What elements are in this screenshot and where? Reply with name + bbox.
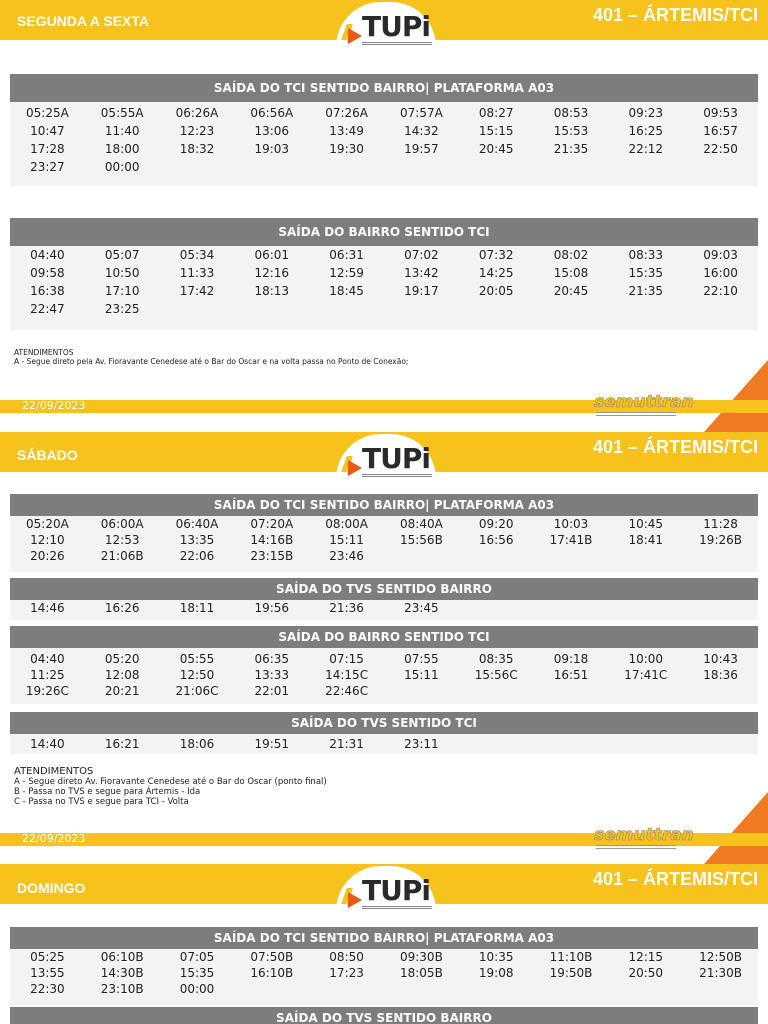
departure-time: 07:15 — [329, 652, 364, 666]
departure-time: 07:55 — [404, 652, 439, 666]
notes — [14, 348, 408, 366]
departure-time: 17:41B — [549, 533, 593, 547]
departure-time: 06:35 — [254, 652, 290, 666]
departure-time: 08:00A — [325, 517, 368, 531]
section-body — [10, 246, 758, 330]
departure-time: 14:16B — [250, 533, 294, 547]
section-header: SAÍDA DO TCI SENTIDO BAIRRO| PLATAFORMA A03 — [10, 74, 758, 102]
departure-time: 00:00 — [179, 982, 215, 996]
departure-time: 12:10 — [30, 533, 65, 547]
departure-time: 18:06 — [179, 737, 215, 751]
section-header: SAÍDA DO TVS SENTIDO BAIRRO — [10, 1007, 758, 1024]
departure-time: 19:26C — [25, 684, 69, 698]
departure-time: 11:28 — [703, 517, 738, 531]
departure-time: 12:50 — [179, 668, 215, 682]
departure-time: 12:16 — [254, 266, 290, 280]
schedule-page-sunday — [0, 864, 768, 1024]
departure-time: 05:34 — [179, 248, 215, 262]
departure-time: 07:32 — [478, 248, 514, 262]
schedule-page-weekdays — [0, 0, 768, 432]
departure-time: 19:26B — [699, 533, 742, 547]
departure-time: 21:06B — [100, 549, 144, 563]
departure-time: 21:35 — [553, 142, 589, 156]
departure-time: 07:50B — [250, 950, 294, 964]
departure-time: 08:40A — [400, 517, 443, 531]
notes-title: ATENDIMENTOS — [14, 348, 74, 357]
day-label: SÁBADO — [17, 447, 78, 463]
departure-time: 10:45 — [628, 517, 664, 531]
departure-time: 09:58 — [30, 266, 65, 280]
section-body — [10, 648, 758, 704]
departure-time: 23:46 — [329, 549, 364, 563]
departure-time: 05:55A — [100, 106, 144, 120]
schedule-page-saturday — [0, 432, 768, 864]
departure-time: 20:50 — [628, 966, 664, 980]
departure-time: 13:55 — [30, 966, 65, 980]
departure-time: 11:33 — [179, 266, 215, 280]
departure-time: 05:25A — [26, 106, 69, 120]
departure-time: 19:51 — [254, 737, 290, 751]
section-header: SAÍDA DO TCI SENTIDO BAIRRO| PLATAFORMA A03 — [10, 494, 758, 516]
departure-time: 18:05B — [399, 966, 443, 980]
departure-time: 06:00A — [100, 517, 144, 531]
departure-time: 22:06 — [179, 549, 215, 563]
departure-time: 19:03 — [254, 142, 290, 156]
departure-time: 08:35 — [478, 652, 514, 666]
departure-time: 16:00 — [703, 266, 738, 280]
departure-time: 19:08 — [478, 966, 514, 980]
departure-time: 19:50B — [549, 966, 593, 980]
day-label: SEGUNDA A SEXTA — [17, 13, 149, 29]
departure-time: 09:30B — [399, 950, 443, 964]
footer-bar — [0, 825, 768, 846]
section-body — [10, 949, 758, 1005]
departure-time: 13:06 — [254, 124, 290, 138]
departure-time: 15:11 — [329, 533, 364, 547]
departure-time: 18:45 — [329, 284, 364, 298]
note-line: C - Passa no TVS e segue para TCI - Volta — [14, 797, 189, 807]
departure-time: 19:17 — [404, 284, 439, 298]
departure-time: 10:43 — [703, 652, 738, 666]
departure-time: 09:20 — [478, 517, 514, 531]
note-line: A - Segue direto Av. Fioravante Cenedese até o Bar do Oscar (ponto final) — [14, 777, 327, 787]
departure-time: 23:25 — [104, 302, 140, 316]
departure-time: 07:26A — [325, 106, 368, 120]
departure-time: 15:35 — [179, 966, 215, 980]
section-header: SAÍDA DO BAIRRO SENTIDO TCI — [10, 218, 758, 246]
departure-time: 16:38 — [30, 284, 65, 298]
departure-time: 06:26A — [175, 106, 219, 120]
departure-time: 05:55 — [179, 652, 215, 666]
departure-time: 09:18 — [553, 652, 589, 666]
departure-time: 16:56 — [478, 533, 514, 547]
departure-time: 05:07 — [104, 248, 140, 262]
departure-time: 23:45 — [404, 601, 439, 615]
departure-time: 06:40A — [175, 517, 219, 531]
departure-time: 19:30 — [329, 142, 364, 156]
departure-time: 22:01 — [254, 684, 290, 698]
departure-time: 20:26 — [30, 549, 65, 563]
departure-time: 04:40 — [30, 248, 65, 262]
note-line: A - Segue direto pela Av. Fioravante Cenedese até o Bar do Oscar e na volta passa no Ponto de Conexão; — [14, 357, 409, 366]
logo-arrow-icon — [348, 892, 362, 908]
departure-time: 15:56C — [474, 668, 518, 682]
departure-time: 07:02 — [404, 248, 439, 262]
departure-time: 12:50B — [699, 950, 742, 964]
departure-time: 21:06C — [175, 684, 219, 698]
departure-time: 14:30B — [100, 966, 144, 980]
departure-time: 22:12 — [628, 142, 664, 156]
departure-time: 13:35 — [179, 533, 215, 547]
departure-time: 12:59 — [329, 266, 364, 280]
departure-time: 10:47 — [30, 124, 65, 138]
departure-time: 18:00 — [104, 142, 140, 156]
departure-time: 19:57 — [404, 142, 439, 156]
departure-time: 12:53 — [104, 533, 140, 547]
route-title: 401 – ÁRTEMIS/TCI — [592, 869, 758, 889]
semuttran-logo: semuttran — [592, 823, 688, 853]
logo-arrow-icon — [348, 28, 362, 44]
departure-time: 22:10 — [703, 284, 738, 298]
departure-time: 17:23 — [329, 966, 364, 980]
departure-time: 17:28 — [30, 142, 65, 156]
departure-time: 15:15 — [478, 124, 514, 138]
departure-time: 21:30B — [699, 966, 742, 980]
departure-time: 14:40 — [30, 737, 65, 751]
section-header: SAÍDA DO TVS SENTIDO BAIRRO — [10, 578, 758, 600]
departure-time: 07:20A — [250, 517, 294, 531]
notes-title: ATENDIMENTOS — [14, 766, 94, 777]
departure-time: 10:00 — [628, 652, 664, 666]
departure-time: 21:36 — [329, 601, 364, 615]
corner-decoration — [704, 360, 768, 432]
departure-time: 09:03 — [703, 248, 738, 262]
departure-time: 20:45 — [553, 284, 589, 298]
departure-time: 05:25 — [30, 950, 65, 964]
tupi-logo: TUPi — [336, 2, 436, 52]
departure-time: 15:11 — [404, 668, 439, 682]
departure-time: 16:26 — [104, 601, 140, 615]
section-body — [10, 102, 758, 186]
departure-time: 21:35 — [628, 284, 664, 298]
departure-time: 22:30 — [30, 982, 65, 996]
departure-time: 15:08 — [553, 266, 589, 280]
departure-time: 12:08 — [104, 668, 140, 682]
route-title: 401 – ÁRTEMIS/TCI — [592, 5, 758, 25]
tupi-logo: TUPi — [336, 434, 436, 484]
departure-time: 07:57A — [400, 106, 443, 120]
departure-time: 06:31 — [329, 248, 364, 262]
departure-time: 09:23 — [628, 106, 664, 120]
departure-time: 11:40 — [104, 124, 140, 138]
corner-decoration — [704, 792, 768, 864]
departure-time: 10:50 — [104, 266, 140, 280]
departure-time: 10:35 — [478, 950, 514, 964]
departure-time: 23:11 — [404, 737, 439, 751]
departure-time: 10:03 — [553, 517, 589, 531]
departure-time: 17:41C — [624, 668, 668, 682]
departure-time: 14:32 — [404, 124, 439, 138]
departure-time: 05:20A — [26, 517, 69, 531]
departure-time: 18:11 — [179, 601, 215, 615]
departure-time: 15:56B — [399, 533, 443, 547]
logo-arrow-icon — [348, 460, 362, 476]
departure-time: 14:46 — [30, 601, 65, 615]
footer-date: 22/09/2023 — [22, 832, 86, 845]
notes — [14, 766, 327, 807]
departure-time: 15:35 — [628, 266, 664, 280]
departure-time: 18:41 — [628, 533, 664, 547]
departure-time: 13:49 — [329, 124, 364, 138]
departure-time: 05:20 — [104, 652, 140, 666]
tupi-logo: TUPi — [336, 866, 436, 916]
departure-time: 08:53 — [553, 106, 589, 120]
section-body — [10, 600, 758, 620]
departure-time: 11:25 — [30, 668, 65, 682]
departure-time: 22:46C — [325, 684, 369, 698]
departure-time: 16:57 — [703, 124, 738, 138]
footer-date: 22/09/2023 — [22, 399, 86, 412]
departure-time: 16:21 — [104, 737, 140, 751]
section-body — [10, 734, 758, 754]
departure-time: 17:10 — [104, 284, 140, 298]
departure-time: 23:10B — [100, 982, 144, 996]
route-title: 401 – ÁRTEMIS/TCI — [592, 437, 758, 457]
departure-time: 23:27 — [30, 160, 65, 174]
departure-time: 20:45 — [478, 142, 514, 156]
footer-bar — [0, 392, 768, 413]
departure-time: 22:50 — [703, 142, 738, 156]
departure-time: 06:01 — [254, 248, 290, 262]
departure-time: 22:47 — [30, 302, 65, 316]
semuttran-logo: semuttran — [592, 390, 688, 420]
departure-time: 06:56A — [250, 106, 294, 120]
departure-time: 17:42 — [179, 284, 215, 298]
note-line: B - Passa no TVS e segue para Ártemis - Ida — [14, 787, 201, 797]
day-label: DOMINGO — [17, 880, 86, 896]
departure-time: 14:25 — [478, 266, 514, 280]
departure-time: 13:33 — [254, 668, 290, 682]
departure-time: 16:51 — [553, 668, 589, 682]
departure-time: 04:40 — [30, 652, 65, 666]
departure-time: 16:25 — [628, 124, 664, 138]
departure-time: 08:02 — [553, 248, 589, 262]
departure-time: 07:05 — [179, 950, 215, 964]
departure-time: 21:31 — [329, 737, 364, 751]
departure-time: 09:53 — [703, 106, 738, 120]
departure-time: 23:15B — [250, 549, 294, 563]
departure-time: 19:56 — [254, 601, 290, 615]
section-body — [10, 516, 758, 572]
departure-time: 00:00 — [104, 160, 140, 174]
departure-time: 20:21 — [104, 684, 140, 698]
departure-time: 15:53 — [553, 124, 589, 138]
departure-time: 08:27 — [478, 106, 514, 120]
departure-time: 13:42 — [404, 266, 439, 280]
departure-time: 06:10B — [100, 950, 144, 964]
section-header: SAÍDA DO TVS SENTIDO TCI — [10, 712, 758, 734]
section-header: SAÍDA DO BAIRRO SENTIDO TCI — [10, 626, 758, 648]
departure-time: 18:32 — [179, 142, 215, 156]
departure-time: 16:10B — [250, 966, 294, 980]
departure-time: 12:15 — [628, 950, 664, 964]
departure-time: 18:13 — [254, 284, 290, 298]
departure-time: 14:15C — [325, 668, 369, 682]
departure-time: 18:36 — [703, 668, 738, 682]
departure-time: 20:05 — [478, 284, 514, 298]
departure-time: 08:33 — [628, 248, 664, 262]
section-header: SAÍDA DO TCI SENTIDO BAIRRO| PLATAFORMA A03 — [10, 927, 758, 949]
departure-time: 12:23 — [179, 124, 215, 138]
departure-time: 08:50 — [329, 950, 364, 964]
departure-time: 11:10B — [549, 950, 593, 964]
